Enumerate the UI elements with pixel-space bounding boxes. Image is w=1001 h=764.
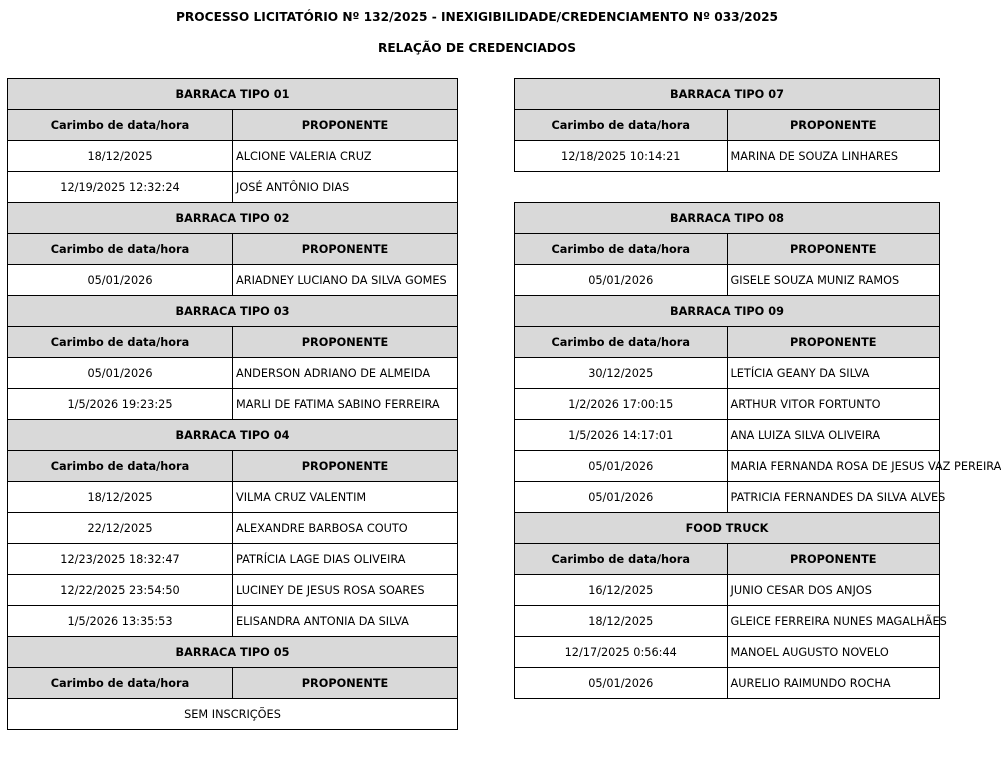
- column-header-proponent: PROPONENTE: [727, 110, 940, 141]
- no-registrations-text: SEM INSCRIÇÕES: [8, 699, 458, 730]
- column-header-row: [8, 327, 458, 358]
- column-header-date: Carimbo de data/hora: [8, 451, 233, 482]
- proponent-cell: MANOEL AUGUSTO NOVELO: [727, 637, 940, 668]
- column-header-proponent: PROPONENTE: [233, 327, 458, 358]
- timestamp-cell: 12/18/2025 10:14:21: [515, 141, 728, 172]
- column-header-date: Carimbo de data/hora: [515, 110, 728, 141]
- column-header-proponent: PROPONENTE: [233, 234, 458, 265]
- spacer-cell: [515, 172, 940, 203]
- group-title: BARRACA TIPO 03: [8, 296, 458, 327]
- timestamp-cell: 12/17/2025 0:56:44: [515, 637, 728, 668]
- group-title: BARRACA TIPO 05: [8, 637, 458, 668]
- table-row: [515, 451, 940, 482]
- table-row: [8, 544, 458, 575]
- group-header-row: [515, 203, 940, 234]
- column-header-proponent: PROPONENTE: [233, 668, 458, 699]
- column-header-row: [8, 234, 458, 265]
- column-header-proponent: PROPONENTE: [727, 234, 940, 265]
- right-column: [514, 78, 1001, 699]
- column-header-date: Carimbo de data/hora: [515, 544, 728, 575]
- proponent-cell: MARIA FERNANDA ROSA DE JESUS VAZ PEREIRA: [727, 451, 940, 482]
- document-title: PROCESSO LICITATÓRIO Nº 132/2025 - INEXIGIBILIDADE/CREDENCIAMENTO Nº 033/2025: [175, 10, 779, 24]
- timestamp-cell: 05/01/2026: [515, 265, 728, 296]
- table-row: [515, 668, 940, 699]
- timestamp-cell: 05/01/2026: [515, 482, 728, 513]
- table-row: [8, 172, 458, 203]
- proponent-cell: ALCIONE VALERIA CRUZ: [233, 141, 458, 172]
- proponent-cell: JOSÉ ANTÔNIO DIAS: [233, 172, 458, 203]
- column-header-proponent: PROPONENTE: [233, 110, 458, 141]
- proponent-cell: VILMA CRUZ VALENTIM: [233, 482, 458, 513]
- table-row: [515, 389, 940, 420]
- proponent-cell: PATRÍCIA LAGE DIAS OLIVEIRA: [233, 544, 458, 575]
- document-subtitle: RELAÇÃO DE CREDENCIADOS: [377, 41, 577, 55]
- timestamp-cell: 1/5/2026 14:17:01: [515, 420, 728, 451]
- column-header-proponent: PROPONENTE: [727, 327, 940, 358]
- proponent-cell: ARIADNEY LUCIANO DA SILVA GOMES: [233, 265, 458, 296]
- table-row: [8, 606, 458, 637]
- column-header-date: Carimbo de data/hora: [515, 327, 728, 358]
- proponent-cell: ANA LUIZA SILVA OLIVEIRA: [727, 420, 940, 451]
- group-title: BARRACA TIPO 08: [515, 203, 940, 234]
- column-header-row: [8, 451, 458, 482]
- column-header-date: Carimbo de data/hora: [8, 668, 233, 699]
- group-header-row: [8, 79, 458, 110]
- credentialed-table-right: [514, 78, 1001, 699]
- proponent-cell: ELISANDRA ANTONIA DA SILVA: [233, 606, 458, 637]
- proponent-cell: ANDERSON ADRIANO DE ALMEIDA: [233, 358, 458, 389]
- proponent-cell: PATRICIA FERNANDES DA SILVA ALVES: [727, 482, 940, 513]
- table-row: [8, 265, 458, 296]
- proponent-cell: ALEXANDRE BARBOSA COUTO: [233, 513, 458, 544]
- table-row: [8, 482, 458, 513]
- column-header-row: [515, 110, 940, 141]
- proponent-cell: AURELIO RAIMUNDO ROCHA: [727, 668, 940, 699]
- proponent-cell: MARLI DE FATIMA SABINO FERREIRA: [233, 389, 458, 420]
- group-header-row: [8, 637, 458, 668]
- column-header-date: Carimbo de data/hora: [8, 234, 233, 265]
- table-row: [515, 420, 940, 451]
- timestamp-cell: 12/23/2025 18:32:47: [8, 544, 233, 575]
- timestamp-cell: 30/12/2025: [515, 358, 728, 389]
- group-header-row: [8, 296, 458, 327]
- group-title: BARRACA TIPO 01: [8, 79, 458, 110]
- table-row: [515, 265, 940, 296]
- proponent-cell: LETÍCIA GEANY DA SILVA: [727, 358, 940, 389]
- table-row: [515, 358, 940, 389]
- credentialed-table-left: [7, 78, 458, 730]
- column-header-row: [515, 327, 940, 358]
- group-header-row: [8, 420, 458, 451]
- timestamp-cell: 12/22/2025 23:54:50: [8, 575, 233, 606]
- proponent-cell: MARINA DE SOUZA LINHARES: [727, 141, 940, 172]
- column-header-row: [8, 110, 458, 141]
- table-row: [515, 606, 940, 637]
- column-header-row: [515, 234, 940, 265]
- group-header-row: [515, 79, 940, 110]
- group-title: BARRACA TIPO 04: [8, 420, 458, 451]
- timestamp-cell: 16/12/2025: [515, 575, 728, 606]
- timestamp-cell: 12/19/2025 12:32:24: [8, 172, 233, 203]
- timestamp-cell: 05/01/2026: [515, 668, 728, 699]
- table-row: [8, 575, 458, 606]
- table-row: [8, 389, 458, 420]
- table-row: [515, 141, 940, 172]
- table-row: [8, 513, 458, 544]
- column-header-proponent: PROPONENTE: [727, 544, 940, 575]
- column-header-row: [515, 544, 940, 575]
- left-column: [7, 78, 458, 730]
- column-header-row: [8, 668, 458, 699]
- timestamp-cell: 05/01/2026: [515, 451, 728, 482]
- timestamp-cell: 05/01/2026: [8, 358, 233, 389]
- column-header-date: Carimbo de data/hora: [515, 234, 728, 265]
- timestamp-cell: 22/12/2025: [8, 513, 233, 544]
- spacer-row: [515, 172, 940, 203]
- timestamp-cell: 18/12/2025: [8, 141, 233, 172]
- table-row: [515, 482, 940, 513]
- proponent-cell: GISELE SOUZA MUNIZ RAMOS: [727, 265, 940, 296]
- timestamp-cell: 18/12/2025: [515, 606, 728, 637]
- column-header-proponent: PROPONENTE: [233, 451, 458, 482]
- group-header-row: [515, 296, 940, 327]
- empty-row: [8, 699, 458, 730]
- proponent-cell: GLEICE FERREIRA NUNES MAGALHÃES: [727, 606, 940, 637]
- table-row: [8, 358, 458, 389]
- group-header-row: [8, 203, 458, 234]
- proponent-cell: ARTHUR VITOR FORTUNTO: [727, 389, 940, 420]
- timestamp-cell: 1/2/2026 17:00:15: [515, 389, 728, 420]
- table-row: [8, 141, 458, 172]
- proponent-cell: LUCINEY DE JESUS ROSA SOARES: [233, 575, 458, 606]
- group-title: BARRACA TIPO 09: [515, 296, 940, 327]
- timestamp-cell: 1/5/2026 13:35:53: [8, 606, 233, 637]
- column-header-date: Carimbo de data/hora: [8, 327, 233, 358]
- group-title: BARRACA TIPO 02: [8, 203, 458, 234]
- group-header-row: [515, 513, 940, 544]
- table-row: [515, 637, 940, 668]
- table-row: [515, 575, 940, 606]
- proponent-cell: JUNIO CESAR DOS ANJOS: [727, 575, 940, 606]
- timestamp-cell: 18/12/2025: [8, 482, 233, 513]
- group-title: BARRACA TIPO 07: [515, 79, 940, 110]
- timestamp-cell: 1/5/2026 19:23:25: [8, 389, 233, 420]
- column-header-date: Carimbo de data/hora: [8, 110, 233, 141]
- timestamp-cell: 05/01/2026: [8, 265, 233, 296]
- group-title: FOOD TRUCK: [515, 513, 940, 544]
